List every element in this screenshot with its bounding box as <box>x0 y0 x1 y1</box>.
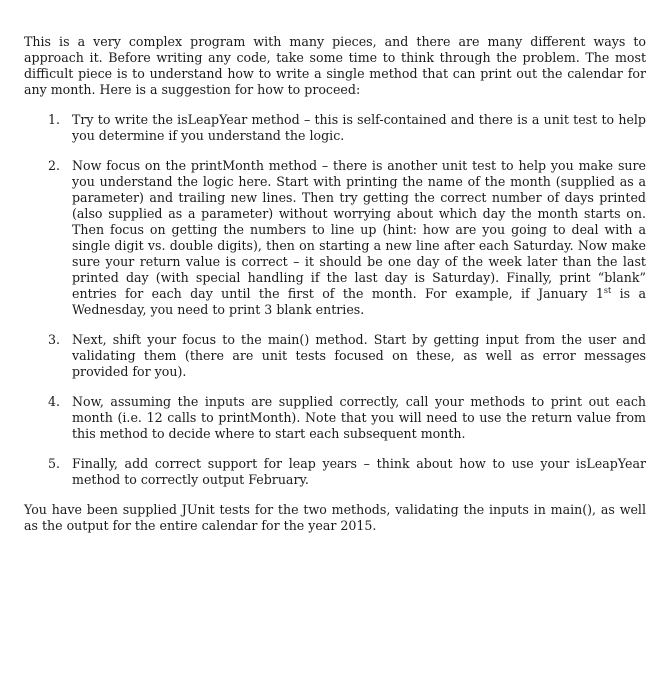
step-number: 3. <box>48 332 61 347</box>
steps-list <box>24 112 646 488</box>
ordinal-suffix: st <box>603 285 612 295</box>
step-number: 1. <box>48 112 61 127</box>
step-text: Now, assuming the inputs are supplied correctly, call your methods to print out each month (i.e. 12 calls to printMonth). Note that you will need to use the return value from this method to decide where to start each subsequent month. <box>72 394 646 441</box>
step-text <box>72 158 646 317</box>
intro-paragraph: This is a very complex program with many pieces, and there are many different ways to approach it. Before writing any code, take some time to think through the problem. The most difficult piece is to understand how to write a single method that can print out the calendar for any month. Here is a suggestion for how to proceed: <box>24 34 646 97</box>
list-item <box>24 456 646 488</box>
step-text: Next, shift your focus to the main() method. Start by getting input from the user and validating them (there are unit tests focused on these, as well as error messages provided for you). <box>72 332 646 379</box>
list-item <box>24 394 646 442</box>
step-text: Try to write the isLeapYear method – this is self-contained and there is a unit test to help you determine if you understand the logic. <box>72 112 646 143</box>
step-number: 4. <box>48 394 61 409</box>
document-page <box>24 34 646 534</box>
list-item <box>24 112 646 144</box>
step-text-part: Now focus on the printMonth method – there is another unit test to help you make sure you understand the logic here. Start with printing the name of the month (supplied as a parameter) and trailing new lines. Then try getting the correct number of days printed (also supplied as a parameter) without worrying about which day the month starts on. Then focus on getting the numbers to line up (hint: how are you going to deal with a single digit vs. double digits), then on starting a new line after each Saturday. Now make sure your return value is correct – it should be one day of the week later than the last printed day (with special handling if the last day is Saturday). Finally, print “blank” entries for each day until the first of the month. For example, if January 1 <box>72 158 646 301</box>
step-number: 5. <box>48 456 61 471</box>
step-text-part: is a Wednesday, you need to print 3 blank entries. <box>72 286 646 317</box>
step-number: 2. <box>48 158 61 173</box>
closing-paragraph: You have been supplied JUnit tests for the two methods, validating the inputs in main(), as well as the output for the entire calendar for the year 2015. <box>24 502 646 533</box>
list-item <box>24 332 646 380</box>
step-text: Finally, add correct support for leap years – think about how to use your isLeapYear method to correctly output February. <box>72 456 646 487</box>
list-item <box>24 158 646 318</box>
